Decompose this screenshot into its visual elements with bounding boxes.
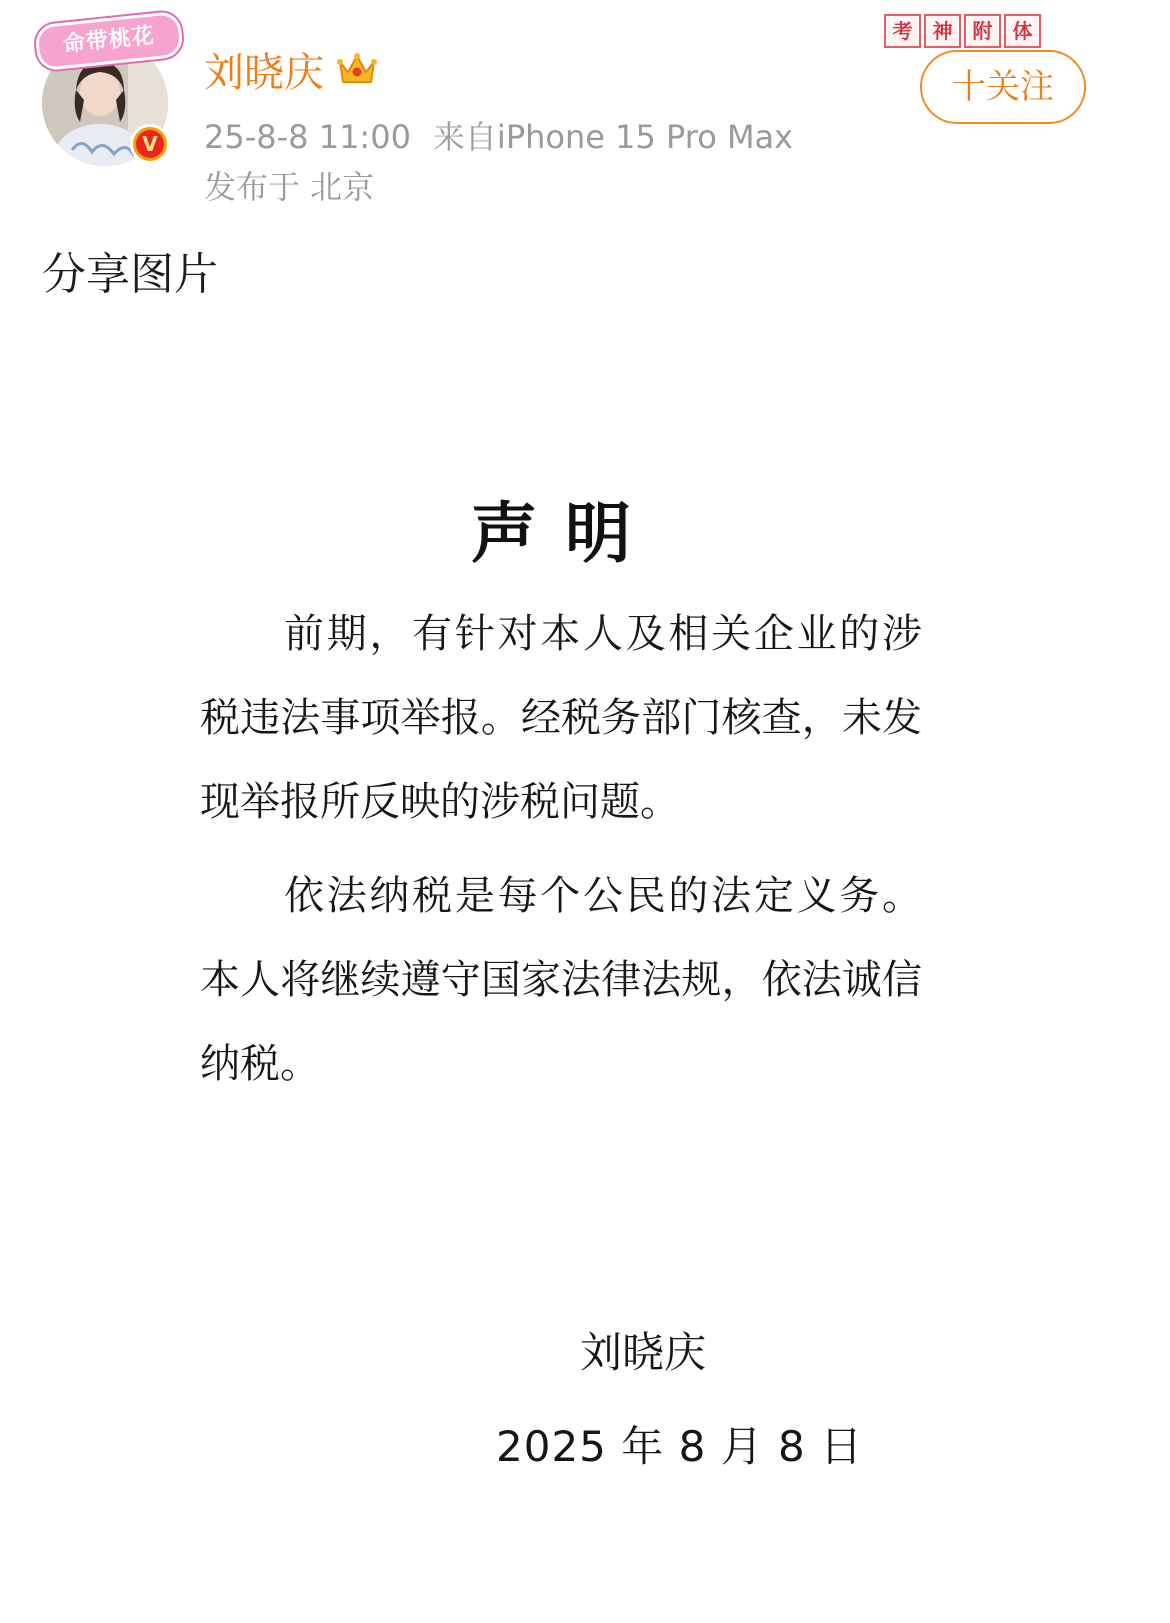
post-text: 分享图片 (42, 249, 218, 300)
avatar-frame-label: 命带桃花 (34, 10, 184, 71)
statement-image[interactable] (0, 330, 1170, 1623)
username-row (204, 44, 378, 94)
watermark-char: 神 (924, 14, 961, 48)
post-timestamp: 25-8-8 11:00 (204, 118, 411, 156)
watermark-stamp (884, 14, 1041, 48)
statement-title: 声明 (471, 495, 659, 572)
statement-date: 2025 年 8 月 8 日 (496, 1422, 864, 1471)
crown-icon (336, 50, 378, 88)
statement-paragraph-2: 依法纳税是每个公民的法定义务。本人将继续遵守国家法律法规，依法诚信纳税。 (200, 873, 922, 1087)
watermark-char: 体 (1004, 14, 1041, 48)
username[interactable]: 刘晓庆 (204, 49, 324, 96)
watermark-char: 考 (884, 14, 921, 48)
watermark-char: 附 (964, 14, 1001, 48)
statement-signature: 刘晓庆 (580, 1328, 707, 1377)
verified-badge-icon (130, 124, 170, 164)
post-source: 来自iPhone 15 Pro Max (432, 118, 794, 156)
verified-mark: V (136, 130, 164, 158)
follow-button[interactable]: 十关注 (920, 50, 1086, 124)
statement-paragraph-1: 前期，有针对本人及相关企业的涉税违法事项举报。经税务部门核查，未发现举报所反映的涉税问题。 (200, 611, 922, 825)
post-location: 发布于 北京 (204, 168, 375, 206)
post-meta (204, 112, 793, 158)
avatar[interactable] (36, 18, 176, 163)
